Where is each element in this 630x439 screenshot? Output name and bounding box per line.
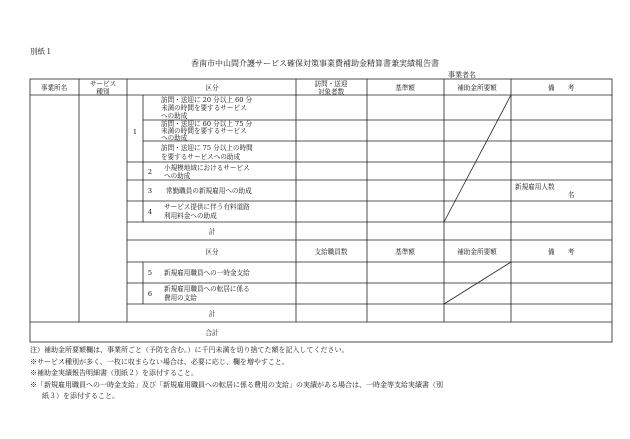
row-6-line-2: 費用の支給 [164,294,197,302]
row-4-line-2: 利用料金への助成 [164,212,217,220]
row-1b-line-3: への助成 [161,134,188,142]
header-subsidy-required: 補助金所要額 [457,84,497,92]
row-1a-line-1: 訪問・送迎に 20 分以上 60 分 [161,96,253,104]
row-3-line-1: 常勤職員の新規雇用への助成 [166,187,252,195]
note-2: ※サービス種別が多く、一枚に収まらない場合は、必要に応じ、欄を増やすこと。 [30,357,289,366]
row-2-line-1: 小規模地域におけるサービス [164,164,250,172]
header2-category: 区分 [205,248,219,256]
subtotal-2: 計 [208,310,216,318]
header-visit-count-1: 訪問・送迎 [314,80,348,88]
header-category: 区分 [205,84,219,92]
row-1c-line-2: を要するサービスへの助成 [161,153,241,161]
row-1a-line-2: 未満の時間を要するサービス [161,104,247,112]
row-1c-line-1: 訪問・送迎に 75 分以上の時間 [161,144,253,152]
note-1: 注）補助金所要額欄は、事業所ごと（予防を含む。）に千円未満を切り捨てた額を記入してください。 [30,346,349,354]
header2-subsidy-required: 補助金所要額 [457,248,497,256]
applicant-name-label: 事業者名 [448,71,476,79]
subtotal-1: 計 [208,228,216,236]
row-4-line-1: サービス提供に伴う有料道路 [164,203,250,211]
row-num-2: 2 [147,168,153,176]
header-service-type-1: サービス [89,80,117,88]
row-num-5: 5 [147,269,153,277]
header-office-name: 事業所名 [40,84,68,92]
row-2-line-2: への助成 [164,172,191,180]
document-title: 香南市中山間介護サービス確保対策事業費補助金精算書兼実績報告書 [191,59,439,68]
row-num-3: 3 [147,187,153,195]
row-6-line-1: 新規雇用職員への転居に係る [164,285,250,293]
notes [30,345,610,403]
header2-remarks: 備 考 [548,248,575,256]
grand-total: 合計 [205,329,219,337]
header-standard-amount: 基準額 [395,84,415,92]
form-label: 別紙１ [30,47,53,56]
header-service-type-2: 種別 [96,88,110,96]
header2-staff-count: 支給職員数 [314,248,348,256]
header-remarks: 備 考 [548,84,575,92]
header2-standard-amount: 基準額 [395,248,415,256]
row-num-1: 1 [132,128,138,136]
header-visit-count-2: 対象者数 [317,88,345,96]
note-4-continued: 紙３）を添付すること。 [42,392,119,401]
row-3-note-2: 名 [568,191,575,199]
row-1b-line-2: 未満の時間を要するサービス [161,127,247,135]
row-num-4: 4 [147,208,153,216]
row-3-note-1: 新規雇用人数 [515,183,555,191]
note-4: ※「新規雇用職員への一時金支給」及び「新規雇用職員への転居に係る費用の支給」の実績がある場合は、一時金等支給実績書（別 [30,380,443,389]
row-1a-line-3: への助成 [161,112,188,120]
row-num-6: 6 [147,290,153,298]
row-1b-line-1: 訪問・送迎に 60 分以上 75 分 [161,120,253,128]
row-5-line-1: 新規雇用職員への一時金支給 [164,269,250,277]
note-3: ※補助金実績報告明細書（別紙２）を添付すること。 [30,369,198,378]
